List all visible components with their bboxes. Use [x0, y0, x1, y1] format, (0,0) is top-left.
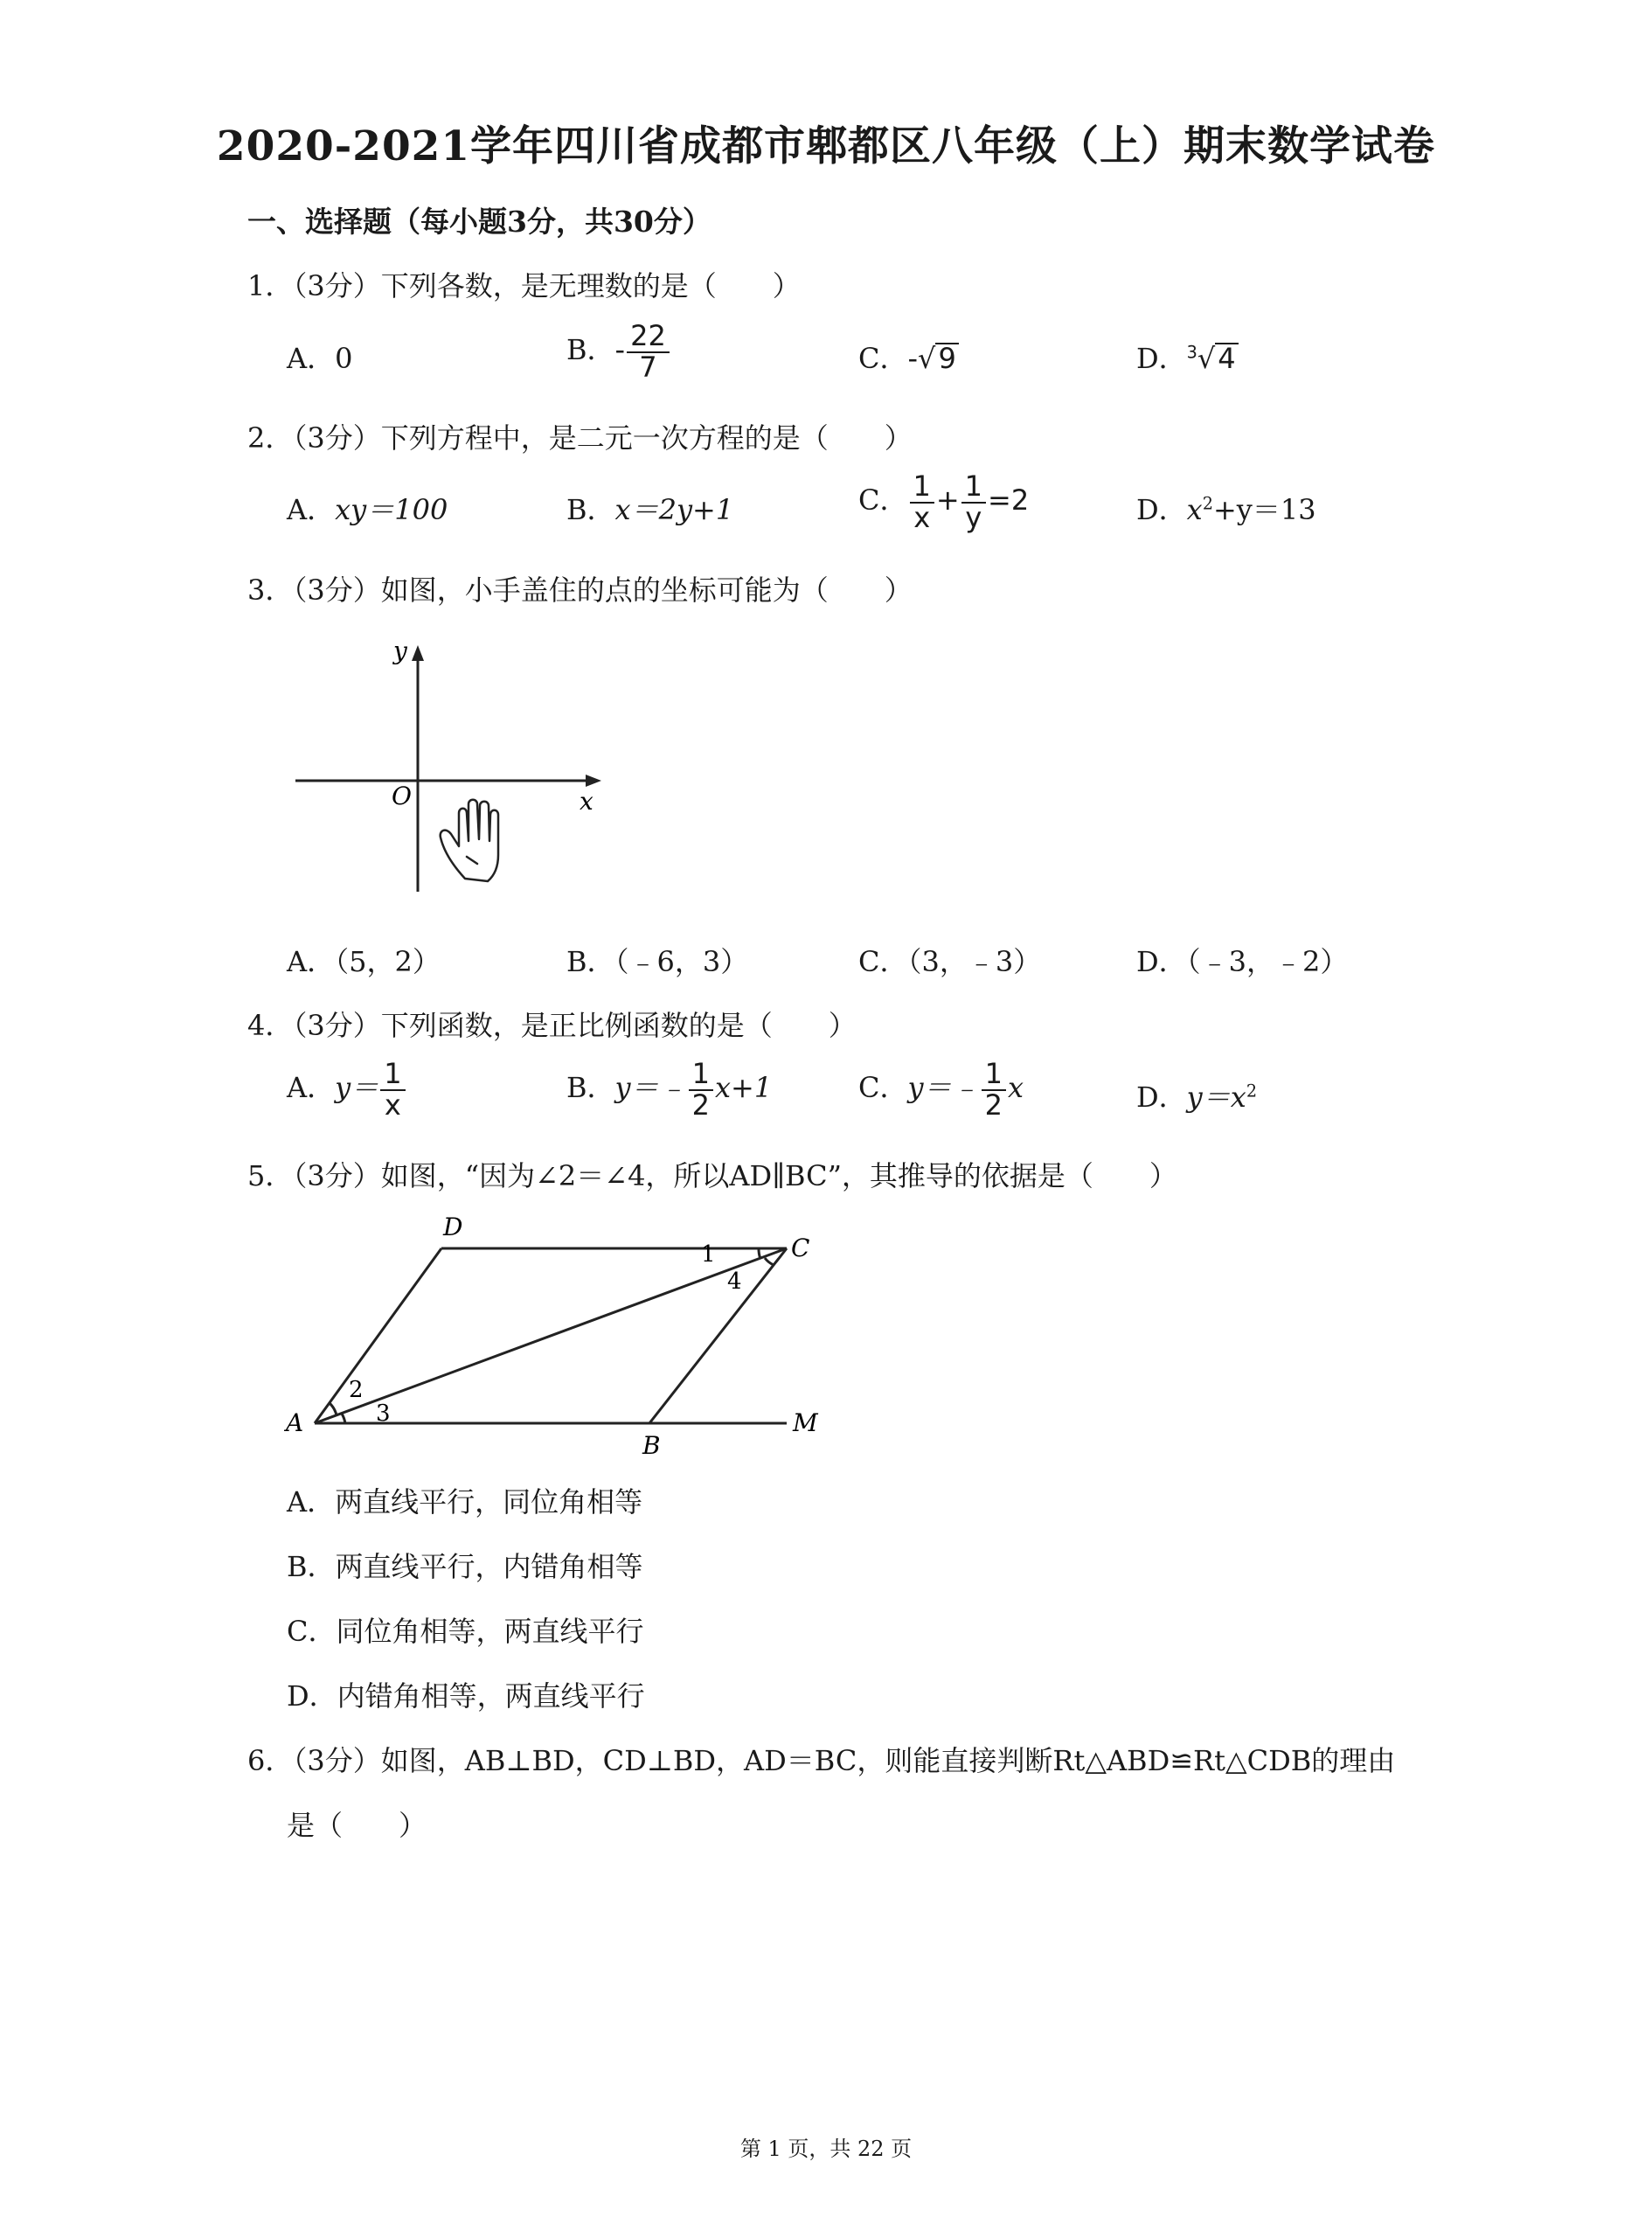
question-5-stem: 5．（3分）如图，“因为∠2＝∠4，所以AD∥BC”，其推导的依据是（ ） [247, 1159, 1177, 1192]
angle-3-label: 3 [376, 1400, 391, 1427]
radical-sign-icon: √ [1197, 342, 1216, 375]
coordinate-figure [280, 638, 612, 900]
point-c-label: C [791, 1234, 810, 1262]
question-1-stem: 1．（3分）下列各数，是无理数的是（ ） [247, 269, 801, 302]
angle-3-arc [342, 1414, 345, 1423]
q4-option-b[interactable] [566, 1057, 773, 1122]
fraction [380, 1057, 405, 1122]
q2-option-d[interactable] [1136, 488, 1316, 528]
option-prefix: y＝x [1186, 1081, 1246, 1114]
option-label: B． [566, 493, 615, 526]
q5-option-a[interactable]: A．两直线平行，同位角相等 [287, 1485, 643, 1519]
q2-option-b[interactable] [566, 488, 733, 528]
option-prefix: y＝ [335, 1071, 379, 1105]
minus-sign: - [614, 333, 626, 367]
q2-option-c[interactable] [858, 469, 1030, 534]
q1-option-a[interactable] [287, 337, 352, 377]
option-value: xy＝100 [335, 493, 448, 526]
segment-ad [315, 1248, 441, 1423]
exponent: 2 [1246, 1081, 1258, 1102]
option-suffix: x+1 [714, 1071, 773, 1105]
q4-option-d[interactable] [1136, 1075, 1257, 1116]
angle-1-label: 1 [701, 1241, 716, 1268]
radical-sign-icon: √ [918, 342, 936, 375]
x-axis-label: x [580, 787, 593, 816]
numerator: 1 [384, 1057, 402, 1090]
denominator: x [380, 1089, 405, 1121]
q1-option-c[interactable] [858, 337, 959, 377]
denominator: 7 [627, 351, 670, 383]
angle-2-arc [330, 1403, 337, 1415]
fraction [689, 1057, 713, 1122]
denominator: 2 [982, 1089, 1006, 1121]
variable: x [1186, 493, 1203, 526]
question-6-stem-continued: 是（ ） [287, 1809, 427, 1842]
denominator: x [910, 502, 934, 533]
angle-4-label: 4 [727, 1268, 742, 1295]
fraction [961, 469, 986, 534]
point-m-label: M [793, 1408, 818, 1437]
q4-option-a[interactable] [287, 1057, 407, 1122]
x-axis-arrow-icon [586, 775, 601, 787]
minus-sign: - [907, 342, 919, 375]
point-b-label: B [642, 1431, 661, 1460]
option-value: +y＝13 [1212, 493, 1316, 526]
numerator: 1 [984, 1057, 1003, 1090]
option-prefix: y＝﹣ [614, 1071, 687, 1105]
question-6-stem: 6．（3分）如图，AB⊥BD，CD⊥BD，AD＝BC，则能直接判断Rt△ABD≌Rt△CDB的理由 [247, 1744, 1396, 1777]
q1-option-b[interactable] [566, 319, 671, 384]
q2-option-a[interactable] [287, 488, 448, 528]
option-label: D． [1136, 493, 1187, 526]
y-axis-label: y [393, 638, 407, 665]
angle-1-arc [759, 1248, 760, 1259]
denominator: y [961, 502, 986, 533]
plus-sign: + [935, 483, 960, 518]
parallelogram-figure [284, 1211, 843, 1460]
origin-label: O [392, 782, 412, 810]
numerator: 1 [913, 469, 931, 503]
fraction [627, 319, 670, 384]
radicand: 4 [1215, 343, 1238, 372]
numerator: 22 [630, 319, 666, 352]
option-value: 0 [335, 342, 353, 375]
question-2-stem: 2．（3分）下列方程中，是二元一次方程的是（ ） [247, 421, 913, 455]
q1-option-d[interactable] [1136, 337, 1239, 377]
point-d-label: D [443, 1213, 463, 1241]
option-suffix: x [1007, 1071, 1024, 1105]
denominator: 2 [689, 1089, 713, 1121]
numerator: 1 [691, 1057, 710, 1090]
angle-2-label: 2 [349, 1377, 364, 1403]
equation-rhs: =2 [988, 483, 1030, 518]
option-label: C． [858, 342, 908, 375]
page-title: 2020-2021学年四川省成都市郫都区八年级（上）期末数学试卷 [216, 122, 1436, 170]
option-label: A． [287, 493, 336, 526]
y-axis-arrow-icon [412, 645, 424, 661]
fraction [982, 1057, 1006, 1122]
q5-option-b[interactable]: B．两直线平行，内错角相等 [287, 1550, 643, 1583]
option-label: A． [287, 342, 336, 375]
option-label: C． [858, 483, 908, 518]
section-heading: 一、选择题（每小题3分，共30分） [247, 205, 711, 239]
q3-option-c[interactable]: C．（3，﹣3） [858, 945, 1042, 978]
q3-option-b[interactable]: B．（﹣6，3） [566, 945, 749, 978]
q5-option-d[interactable]: D．内错角相等，两直线平行 [287, 1679, 645, 1713]
numerator: 1 [964, 469, 983, 503]
question-3-stem: 3．（3分）如图，小手盖住的点的坐标可能为（ ） [247, 573, 913, 607]
fraction [910, 469, 934, 534]
q3-option-a[interactable]: A．（5，2） [287, 945, 441, 978]
option-label: D． [1136, 342, 1187, 375]
point-a-label: A [286, 1408, 304, 1437]
q5-option-c[interactable]: C．同位角相等，两直线平行 [287, 1615, 644, 1648]
hand-icon [441, 800, 498, 881]
radicand: 9 [935, 343, 958, 372]
q4-option-c[interactable] [858, 1057, 1024, 1122]
exponent: 2 [1202, 493, 1213, 514]
option-label: A． [287, 1071, 336, 1105]
option-label: B． [566, 333, 615, 367]
option-label: B． [566, 1071, 615, 1105]
angle-4-arc [765, 1258, 774, 1265]
page-footer: 第 1 页，共 22 页 [739, 2137, 913, 2161]
option-prefix: y＝﹣ [907, 1071, 980, 1105]
root-index: 3 [1186, 342, 1197, 363]
question-4-stem: 4．（3分）下列函数，是正比例函数的是（ ） [247, 1009, 857, 1042]
segment-ac [315, 1248, 787, 1423]
q3-option-d[interactable]: D．（﹣3，﹣2） [1136, 945, 1349, 978]
option-label: D． [1136, 1081, 1187, 1114]
option-value: x＝2y+1 [614, 493, 734, 526]
option-label: C． [858, 1071, 908, 1105]
